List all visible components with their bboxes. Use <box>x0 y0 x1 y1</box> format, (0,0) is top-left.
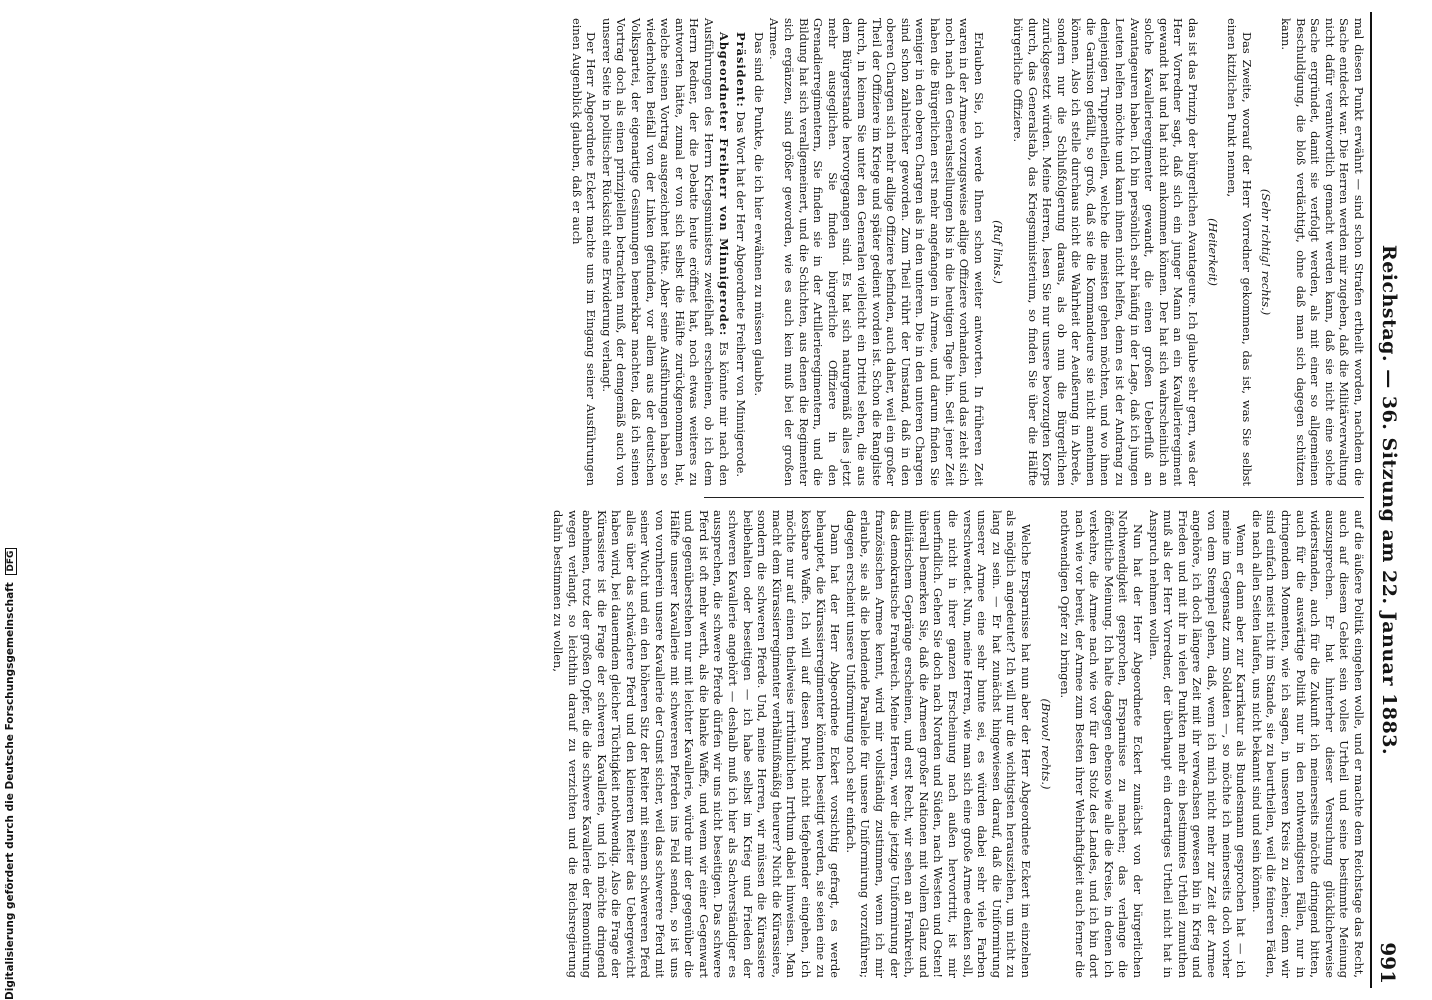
column-divider <box>704 497 1364 498</box>
paragraph: Welche Ersparnisse hat nun aber der Herr Abgeordnete Eckert im einzelnen als möglich angedeutet? Ich will nur die wichtigsten herausziehen, um nicht zu lang zu sein. — Er hat zunächst hingewiesen darauf, daß die Uniformirung unserer Armee eine sehr bunte sei, es würden dabei sehr viele Farben verschwendet. Nun, meine Herren, wie man sich eine große Armee denken soll, die nicht in ihrer ganzen Erscheinung nach außen hervortritt, ist mir unerfindlich. Gehen Sie doch nach Norden und Süden, nach Westen und Osten! überall bemerken Sie, daß die Armeen großer Nationen mit vollem Glanz und militärischem Gepränge erscheinen, und erst Recht, wir sehen an Frankreich, das demokratische Frankreich. Meine Herren, wer die jetzige Uniformirung der französischen Armee kennt, wird mir vollständig zustimmen, wenn ich mir erlaube, sie als die blendende Parallele für unsere Uniformirung vorzuführen; dagegen erscheint unsere Uniformirung noch sehr einfach. <box>843 510 1033 978</box>
digitization-credit <box>4 548 17 1000</box>
right-column <box>549 510 1366 978</box>
speaker-paragraph <box>599 18 730 486</box>
speaker-text: Das Wort hat der Herr Abgeordnete Freiherr von Minnigerode. <box>734 111 749 478</box>
paragraph: auf die äußere Politik eingehen wolle, und er machte dem Reichstage das Recht, auch auf diesem Gebiet sein volles Urtheil und seine bestimmte Meinung auszusprechen. Er hat hinterher dieser Versuchung glücklicherweise widerstanden, auch für die Zukunft ich meinerseits möchte dringend bitten, auch für die auswärtige Politik nur in den nothwendigsten Fällen, nur in dringendem Momenten, wie ich sagen, in unseren Kreis zu ziehen; denn wir sind einfach meist nicht im Stande, sie zu beurtheilen, weil die feineren Fäden, die nach allen Seiten laufen, uns nicht bekannt sind und sein können. <box>1249 510 1366 978</box>
left-column <box>568 18 1366 486</box>
interjection: (Sehr richtig! rechts.) <box>1259 188 1274 316</box>
paragraph: Erlauben Sie, ich werde Ihnen schon weiter antworten. In früheren Zeit waren in der Armee vorzugsweise adlige Offiziere vorhanden, und das zieht sich noch nach den Generalsstellungen bis in die heutigen Tage hin. Seit jener Zeit haben die Bürgerlichen erst mehr angefangen in Armee, und darum finden Sie weniger in den oberen Chargen als in den unteren. Die in den unteren Chargen sind schon zahlreicher geworden. Zum Theil rührt der Umstand, daß in den oberen Chargen sich mehr adlige Offiziere befinden, auch daher, weil ein großer Theil der Offiziere im Kriege und später gedient worden ist. Schon die Rangliste durch, in keinem Sie unter den Generalen vielleicht ein Drittel sehen, die aus dem Bürgerstande hervorgegangen sind. Es hat sich naturgemäß alles jetzt mehr ausgeglichen. Sie finden bürgerliche Offiziere in den Grenadierregimentern, Sie finden sie in der Artillerieregimentern, und die Bildung hat sich verallgemeinert, und die Schichten, aus denen die Regimenter sich ergänzen, sind größer geworden, wie es auch kein muß bei der großen Armee. <box>767 18 986 486</box>
interjection: (Bravo! rechts.) <box>1038 698 1053 790</box>
paragraph: Der Herr Abgeordnete Eckert machte uns im Eingang seiner Ausführungen einen Augenblick glauben, daß er auch <box>569 18 599 486</box>
interjection: (Ruf links.) <box>991 220 1006 284</box>
interjection: (Heiterkeit) <box>1205 218 1220 286</box>
speaker-name: Präsident: <box>734 32 749 108</box>
paragraph: mal diesen Punkt erwähnt — sind schon Strafen ertheilt worden, nachdem die Sache entdeckt war. Die Herren werden mir zugeben, daß die Militärverwaltung nicht dafür verantwortlich gemacht werden kann, daß sie nicht eine solche Sache ergründet, damit sie verfolgt werden, als mit einer so allgemeinen Beschuldigung, die bloß verdächtigt, ohne daß man sich dagegen schützen kann. <box>1279 18 1366 486</box>
page-header <box>1370 12 1402 988</box>
paragraph: Das Zweite, worauf der Herr Vorredner gekommen, das ist, was Sie selbst einen kitzlichen Punkt nennen, <box>1225 18 1254 486</box>
paragraph: Dann hat der Herr Abgeordnete Eckert vorsichtig gefragt, es werde behauptet, die Kürassierregimenter könnten beseitigt werden, sie seien eine zu kostbare Waffe. Ich will auf diesen Punkt nicht tiefgehender eingehen, ich möchte nur auf einen theilweise irrthümlichen Irrthum dabei hinweisen. Man macht dem Kürassierregimenter verhältnißmäßig theurer? Nicht die Kürassiere, sondern die schweren Pferde. Und, meine Herren, wir müssen die Kürassiere beibehalten oder beseitigen — ich habe selbst im Krieg und Frieden der schweren Kavallerie angehört — deshalb muß ich hier als Sachverständiger es aussprechen, die schwere Pferde dürfen wir uns nicht beseitigen. Das schwere Pferd ist oft mehr werth, als die blanke Waffe, und wenn wir einer Gegenwart und gegenüberstehen nur mit leichter Kavallerie, würde mir der gegenüber die Hälfte unserer Kavallerie mit schwereren Pferden ins Feld senden, so ist uns von vornherein unsere Kavallerie der Gunst sicher, weil das schwerere Pferd mit seiner Wucht und ein den höheren Sitz der Reiter mit seinem schwereren Pferd alles über das schwächere Pferd und den kleineren Reiter das Uebergewicht haben wird, bei dauerndem gleicher Tüchtigkeit nothwendig. Also die Frage der Kürassiere ist die Frage der schweren Kavallerie, und ich möchte dringend abnehmen, trotz der großen Opfer, die die schwere Kavallerie der Remontirung wegen verlangt, so leichthin darauf zu verzichten und die Reichsregierung dahin bestimmen zu wollen, <box>550 510 843 978</box>
newspaper-page <box>10 0 1410 1000</box>
speaker-paragraph <box>734 18 749 486</box>
paragraph: Nun hat der Herr Abgeordnete Eckert zunächst von der bürgerlichen Nothwendigkeit gesprochen, Ersparnisse zu machen; das verlange die öffentliche Meinung. Ich halte dagegen ebenso wie alle die Kreise, in denen ich verkehre, die Armee nach wie vor für den Stolz des Landes, und ich bin dort nach wie vor bereit, der Armee zum Besten ihrer Wehrhaftigkeit auch ferner die nothwendigen Opfer zu bringen. <box>1058 510 1146 978</box>
paragraph: Wenn er dann aber zur Karrikatur als Bundesmann gesprochen hat — ich meine im Gegensatz zum Soldaten —, so möchte ich meinerseits doch vorher von dem Stempel gehen, daß, wenn ich mich nicht mehr zur Zeit der Armee angehöre, ich doch längere Zeit mit ihr verwachsen gewesen bin in Krieg und Frieden und mit ihr in vielen Punkten mehr ein bestimmtes Urtheil zumuthen muß als der Herr Vorredner, der überhaupt ein derartiges Urtheil nicht hat in Anspruch nehmen wollen. <box>1146 510 1249 978</box>
credit-text: Digitalisierung gefördert durch die Deutsche Forschungsgemeinschaft <box>4 582 16 1000</box>
paragraph: Das sind die Punkte, die ich hier erwähnen zu müssen glaubte. <box>751 32 766 397</box>
dfg-logo: DFG <box>5 548 17 575</box>
speaker-name: Abgeordneter Freiherr von Minnigerode: <box>716 32 731 337</box>
page-number: 991 <box>1376 942 1400 984</box>
speaker-text: Es könnte mir nach den Ausführungen des Herrn Kriegsministers zweifelhaft erscheinen, ob ich dem Herrn Redner, der die Debatte heute eröffnet hat, noch etwas weiteres zu antworten hätte, zumal er von sich selbst die Hälfte zurückgenommen hat, welche seinen Vortrag ausgezeichnet hätte. Aber seine Ausführungen haben so wiederholten Beifall von der Linken gefunden, vor allem aus der deutschen Volkspartei, der eigenartige Gesinnungen bemerkbar machten, daß ich seinen Vortrag doch als einen prinzipiellen betrachten muß, der demgemäß auch von unserer Seite in politischer Rücksicht eine Erwiderung verlangt. <box>599 18 731 487</box>
paragraph: das ist das Prinzip der bürgerlichen Avantageure. Ich glaube sehr gern, was der Herr Vorredner sagt, daß sich ein junger Mann an ein Kavallerieregiment gewandt hat und hat nicht ankommen können. Der hat sich wahrscheinlich an solche Kavallerieregimenter gewandt, die einen großen Ueberfluß an Avantageuren haben. Ich bin persönlich sehr häufig in der Lage, daß ich jungen Leuten helfen möchte und kann ihnen nicht helfen, denn es ist der Andrang zu denjenigen Truppentheilen, welche die meisten gehen möchten, und wo ihnen die Garnison gefällt, so groß, daß sie die Kommandeure sie nicht annehmen können. Also ich stelle durchaus nicht die Wahrheit der Aeußerung in Abrede, sondern nur die Schlußfolgerung daraus, als ob nun die Bürgerlichen zurückgesetzt würden. Meine Herren, lesen Sie nur unsere bevorzugten Korps durch, das Generalstab, das Kriegsministerium, so finden Sie über die Hälfte bürgerliche Offiziere. <box>1010 18 1201 486</box>
running-title: Reichstag. — 36. Sitzung am 22. Januar 1883. <box>1378 244 1400 756</box>
